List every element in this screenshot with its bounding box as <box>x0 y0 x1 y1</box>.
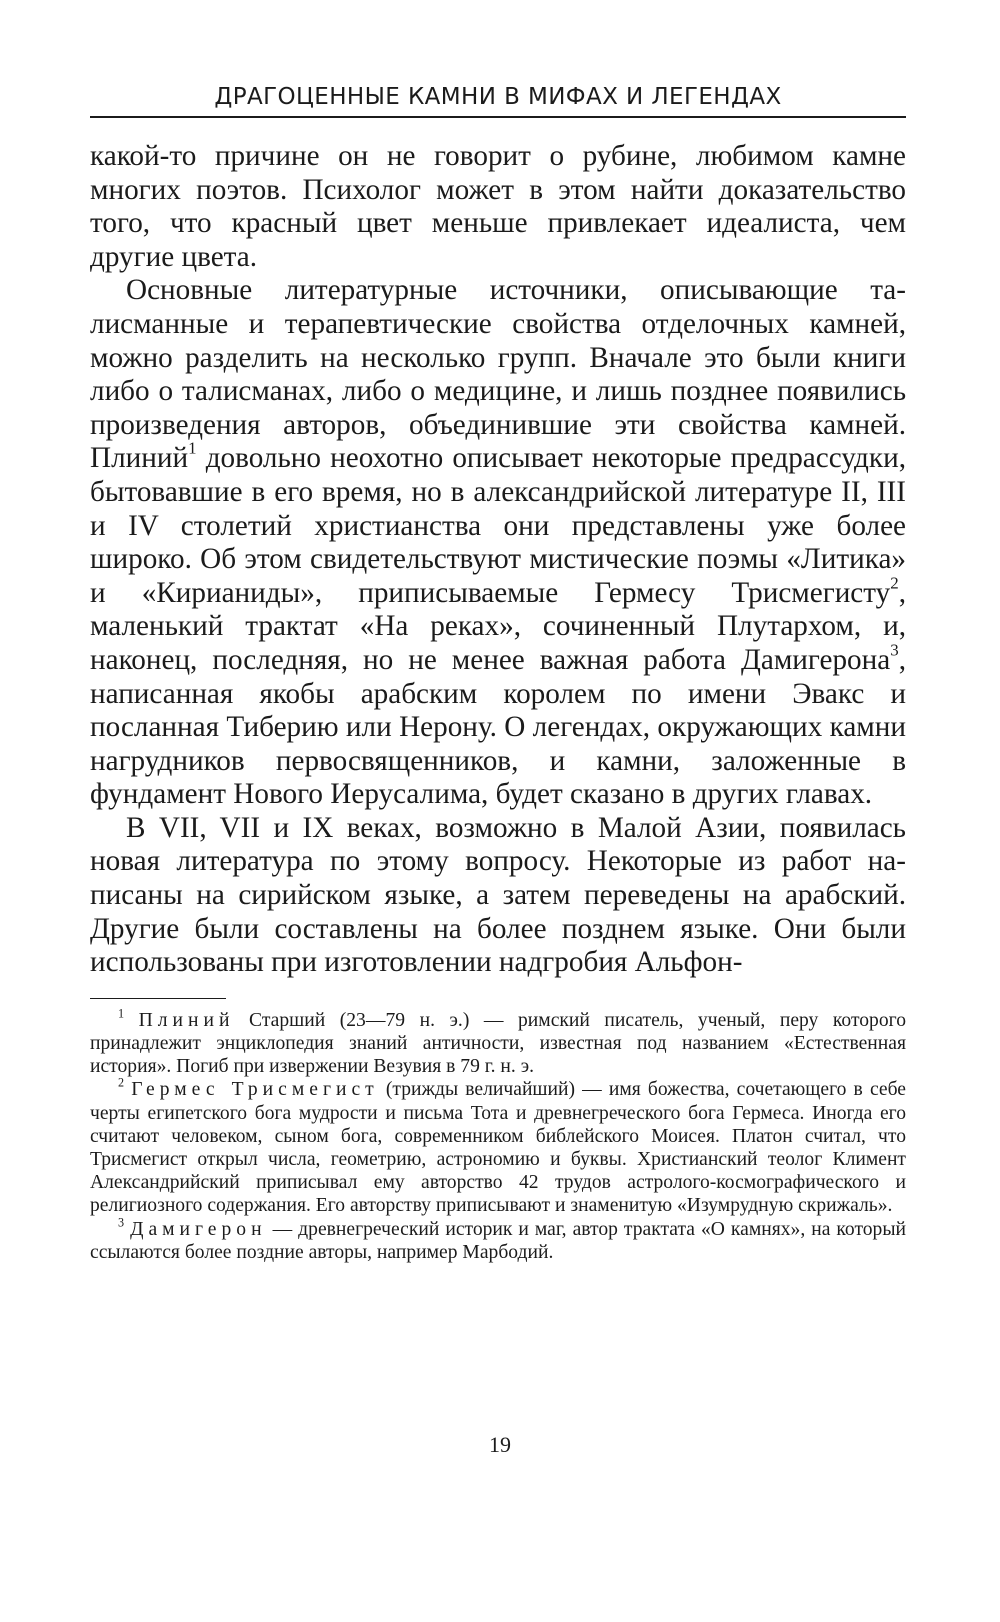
footnote-2-term: Гермес Трисмегист <box>131 1079 379 1101</box>
footnote-1-mark: 1 <box>118 1006 125 1021</box>
footnote-1 <box>90 1006 906 1079</box>
footnote-3-mark: 3 <box>118 1215 125 1230</box>
paragraph-2-part-d: , написанная якобы арабским королем по имени Эвакс и посланная Тиберию или Нерону. О легендах, окружающих камни нагрудников первосвященников, и камни, заложенные в фундамент Нового Иерусалима, будет сказано в других главах. <box>90 643 906 811</box>
footnote-1-term: Плиний <box>138 1009 235 1031</box>
running-head: ДРАГОЦЕННЫЕ КАМНИ В МИФАХ И ЛЕГЕНДАХ <box>90 84 906 118</box>
paragraph-2-part-b: довольно неохотно описывает некоторые предрассудки, бытовавшие в его время, но в александрийской литературе II, III и IV столетий христианства они представлены уже более широко. Об этом свидетельствуют мистические поэмы «Литика» и «Кирианиды», приписываемые Гермесу Трисмегисту <box>90 442 906 609</box>
paragraph-2-part-c: , маленький трактат «На реках», сочиненный Плутархом, и, наконец, последняя, но не менее важная работа Дамигерона <box>90 576 906 676</box>
footnote-ref-3[interactable]: 3 <box>890 640 899 660</box>
footnote-1-text: Старший (23—79 н. э.) — римский писатель, ученый, перу которого принадлежит энциклопедия знаний античности, известная под названием «Естественная история». Погиб при извержении Везувия в 79 г. н. э. <box>90 1009 906 1078</box>
footnote-3-term: Дамигерон <box>130 1218 267 1240</box>
footnote-3-text: — древнегреческий историк и маг, автор трактата «О камнях», на который ссылаются более поздние авторы, например Марбодий. <box>90 1218 906 1263</box>
book-page <box>90 84 906 1264</box>
paragraph-2-part-a: Основные литературные источники, описывающие талисманные и терапевтические свойства отделочных камней, можно разделить на несколько групп. Вначале это были книги либо о талисманах, либо о медицине, и лишь позднее появились произведения авторов, объединившие эти свойства камней. Плиний <box>90 274 906 475</box>
footnotes <box>90 1006 906 1264</box>
footnote-3 <box>90 1215 906 1264</box>
main-text <box>90 140 906 980</box>
paragraph-3: В VII, VII и IX веках, возможно в Малой Азии, появилась новая литература по этому вопросу. Некоторые из работ написаны на сирийском языке, а затем переведены на арабский. Другие были составлены на более позднем языке. Они были использованы при изготовлении надгробия Альфон- <box>90 811 906 979</box>
paragraph-1: какой-то причине он не говорит о рубине, любимом камне многих поэтов. Психолог может в этом найти доказательство того, что красный цвет меньше привлекает идеалиста, чем другие цвета. <box>90 140 906 273</box>
footnote-separator <box>90 998 226 999</box>
footnote-2-text: (трижды величайший) — имя божества, сочетающего в себе черты египетского бога мудрости и письма Тота и древнегреческого бога Гермеса. Иногда его считают человеком, сыном бога, современником библейского Моисея. Платон считал, что Трисмегист открыл числа, геометрию, астрономию и буквы. Христианский теолог Климент Александрийский приписывал ему авторство 42 трудов астролого-космографического и религиозного содержания. Его авторству приписывают и знаменитую «Изумрудную скрижаль». <box>90 1079 906 1217</box>
footnote-ref-2[interactable]: 2 <box>890 573 899 593</box>
footnote-ref-1[interactable]: 1 <box>188 438 197 458</box>
page-number: 19 <box>489 1432 511 1457</box>
footnote-2 <box>90 1075 906 1217</box>
paragraph-2 <box>90 274 906 812</box>
footnote-2-mark: 2 <box>118 1075 125 1090</box>
